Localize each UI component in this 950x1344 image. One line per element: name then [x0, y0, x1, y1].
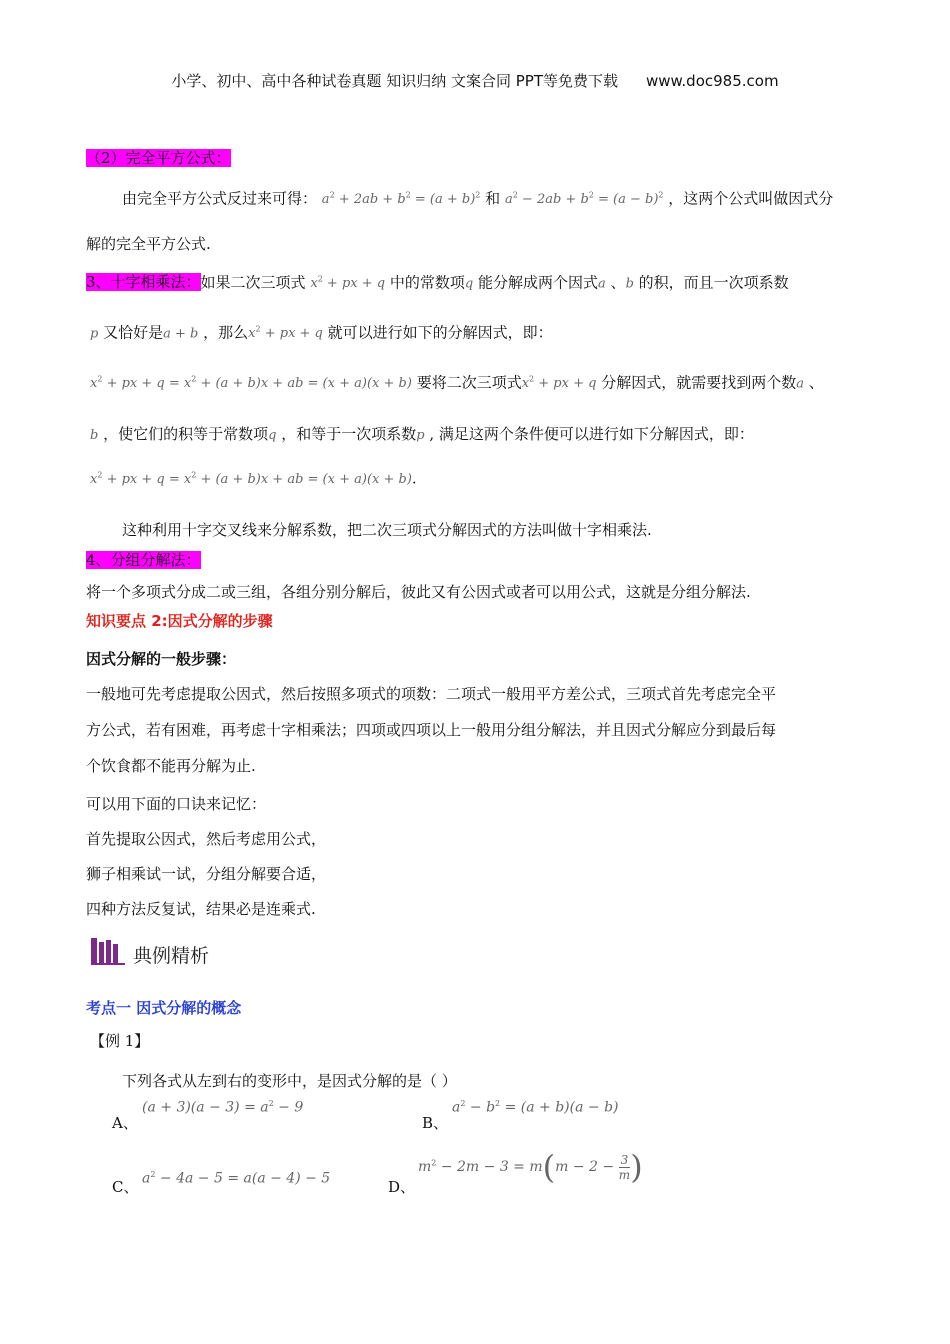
s3-p5: $x^2$ + px + $q = x^2 + (a + b)x$ + ab = (x + a)(x + b).: [90, 469, 417, 488]
example1-label: 【例 1】: [90, 1032, 150, 1050]
option-d-label[interactable]: D、: [388, 1178, 416, 1196]
s3-p4: b ，使它们的积等于常数项q ，和等于一次项系数p , 满足这两个条件便可以进行如下分解因式，即：: [90, 425, 754, 443]
header-site: www.doc985.com: [645, 72, 779, 90]
kp2-line4: 可以用下面的口诀来记忆：: [86, 795, 267, 813]
cross-formula-2: $x^2$ + px + $q = x^2 + (a + b)x$ + ab = (x + a)(x + b): [90, 471, 412, 488]
option-b-label[interactable]: B、: [422, 1114, 449, 1132]
option-a-label[interactable]: A、: [112, 1114, 138, 1132]
option-c-formula: $a^2 - 4a - 5 = a(a - 4) - 5$: [142, 1170, 331, 1187]
s2-line2: 解的完全平方公式.: [86, 235, 211, 253]
header-text: 小学、初中、高中各种试卷真题 知识归纳 文案合同 PPT等免费下载: [171, 72, 618, 90]
formula-square-diff: $a^2 - 2ab + b^2 = (a - b)^2$: [504, 191, 664, 208]
kp2-subtitle: 因式分解的一般步骤：: [86, 650, 237, 668]
section-title: 典例精析: [133, 945, 210, 967]
option-c-label[interactable]: C、: [112, 1178, 139, 1196]
option-d-formula: $m^2 - 2m - 3 = m(m - 2$ − $\frac{3}{m}$ ): [418, 1148, 643, 1186]
point1-title: 考点一 因式分解的概念: [86, 999, 242, 1017]
s3-p3: $x^2$ + px + $q = x^2 + (a + b)x$ + ab = (x + a)(x + b) 要将二次三项式$x^2$ + px + q 分解因式，就需要找到两个数a 、: [90, 373, 824, 392]
books-icon: [90, 936, 126, 970]
s2-heading: （2）完全平方公式：: [86, 149, 231, 167]
cross-formula-1: $x^2$ + px + $q = x^2 + (a + b)x$ + ab = (x + a)(x + b): [90, 375, 412, 392]
page-header: [0, 70, 950, 91]
s3-p6: 这种利用十字交叉线来分解系数，把二次三项式分解因式的方法叫做十字相乘法.: [122, 521, 652, 539]
s2-line1: 由完全平方公式反过来可得： $a^2 + 2ab + b^2 = (a + b)^2$ 和 $a^2 - 2ab + b^2 = (a - b)^2$ ，这两个公式叫做因式分: [122, 189, 834, 208]
formula-square-sum: $a^2 + 2ab + b^2 = (a + b)^2$: [321, 191, 481, 208]
kp2-line2: 方公式，若有困难，再考虑十字相乘法；四项或四项以上一般用分组分解法，并且因式分解应分到最后每: [86, 721, 777, 739]
example1-question: 下列各式从左到右的变形中，是因式分解的是（ ）: [122, 1072, 457, 1090]
s4-p1: 将一个多项式分成二或三组，各组分别分解后，彼此又有公因式或者可以用公式，这就是分组分解法.: [86, 583, 751, 601]
s3-p2: p 又恰好是a + b ，那么$x^2$ + px + q 就可以进行如下的分解因式，即：: [90, 323, 553, 342]
option-b-formula: $a^2 - b^2 = (a + b)(a - b)$: [452, 1099, 619, 1116]
kp2-title: 知识要点 2:因式分解的步骤: [86, 612, 273, 630]
option-a-formula: $(a + 3)(a - 3) = a^2 - 9$: [142, 1099, 304, 1116]
kp2-line6: 狮子相乘试一试，分组分解要合适，: [86, 865, 327, 883]
s3-heading: 3、十字相乘法：: [86, 273, 201, 292]
kp2-line3: 个饮食都不能再分解为止.: [86, 757, 256, 775]
s3-p1: 3、十字相乘法：如果二次三项式 $x^2$ + px + q 中的常数项q 能分解成两个因式a 、b 的积，而且一次项系数: [86, 273, 789, 292]
kp2-line1: 一般地可先考虑提取公因式，然后按照多项式的项数：二项式一般用平方差公式，三项式首先考虑完全平: [86, 685, 777, 703]
kp2-line7: 四种方法反复试，结果必是连乘式.: [86, 900, 316, 918]
kp2-line5: 首先提取公因式，然后考虑用公式，: [86, 830, 327, 848]
s4-heading: 4、分组分解法：: [86, 551, 201, 569]
